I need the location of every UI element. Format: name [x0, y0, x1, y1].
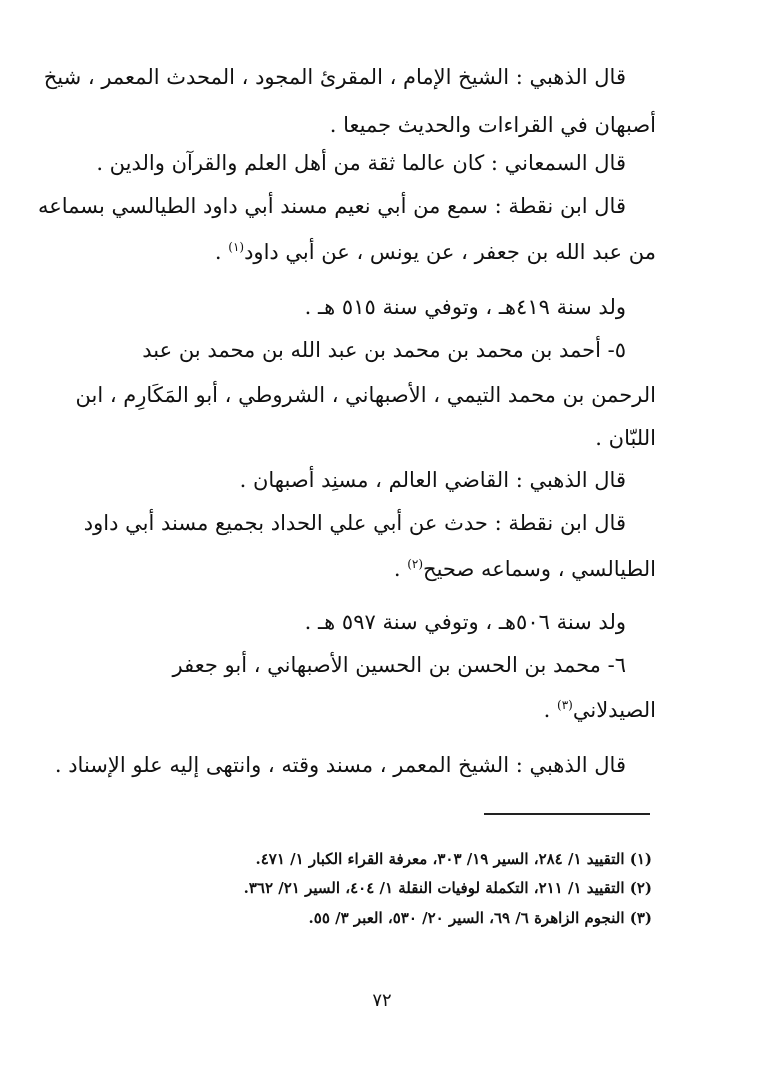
footnote-ref-1: (١) [228, 240, 245, 254]
text-line-3-content: قال السمعاني : كان عالما ثقة من أهل العلم والقرآن والدين . [96, 151, 626, 175]
text-line-9 [104, 423, 656, 453]
text-line-4 [37, 191, 626, 221]
text-line-5 [104, 237, 656, 267]
text-line-3 [96, 148, 626, 178]
text-line-11-content: قال ابن نقطة : حدث عن أبي علي الحداد بجميع مسند أبي داود [83, 511, 626, 535]
text-line-1 [43, 62, 626, 92]
footnote-ref-3: (٣) [557, 698, 573, 712]
text-line-16 [54, 750, 626, 780]
footnote-1: (١) التقييد ١/ ٢٨٤، السير ١٩/ ٣٠٣، معرفة القراء الكبار ١/ ٤٧١. [255, 850, 652, 868]
text-line-14-content: ٦- محمد بن الحسن بن الحسين الأصبهاني ، أبو جعفر [172, 653, 626, 677]
text-line-2-content: أصبهان في القراءات والحديث جميعا . [329, 113, 656, 137]
text-line-12-content: الطيالسي ، وسماعه صحيح [423, 557, 656, 581]
footnote-ref-2: (٢) [407, 557, 424, 571]
footnote-separator [484, 813, 650, 815]
text-line-15 [104, 695, 656, 725]
text-line-2 [104, 110, 656, 140]
text-line-1-content: قال الذهبي : الشيخ الإمام ، المقرئ المجود ، المحدث المعمر ، شيخ [43, 65, 626, 89]
text-line-5-content: من عبد الله بن جعفر ، عن يونس ، عن أبي داود [244, 240, 656, 264]
page-number: ٧٢ [372, 990, 392, 1011]
text-line-16-content: قال الذهبي : الشيخ المعمر ، مسند وقته ، وانتهى إليه علو الإسناد . [54, 753, 626, 777]
text-line-10-content: قال الذهبي : القاضي العالم ، مسنِد أصبهان . [239, 468, 626, 492]
text-line-6-content: ولد سنة ٤١٩هـ ، وتوفي سنة ٥١٥ هـ . [304, 295, 626, 319]
text-line-7 [104, 335, 626, 365]
text-line-13-content: ولد سنة ٥٠٦هـ ، وتوفي سنة ٥٩٧ هـ . [304, 610, 626, 634]
line-12-period: . [393, 557, 401, 581]
text-line-13 [104, 607, 626, 637]
text-line-10 [104, 465, 626, 495]
footnote-2: (٢) التقييد ١/ ٢١١، التكملة لوفيات النقلة ١/ ٤٠٤، السير ٢١/ ٣٦٢. [243, 879, 652, 897]
text-line-6 [104, 292, 626, 322]
text-line-11 [83, 508, 626, 538]
text-line-12 [104, 554, 656, 584]
text-line-8 [75, 380, 656, 410]
text-line-15-content: الصيدلاني [572, 698, 656, 722]
line-5-period: . [214, 240, 222, 264]
text-line-14 [104, 650, 626, 680]
text-line-7-content: ٥- أحمد بن محمد بن محمد بن عبد الله بن محمد بن عبد [142, 338, 626, 362]
line-15-period: . [543, 698, 551, 722]
text-line-4-content: قال ابن نقطة : سمع من أبي نعيم مسند أبي داود الطيالسي بسماعه [37, 194, 626, 218]
text-line-9-content: اللبّان . [595, 426, 656, 450]
footnote-3: (٣) النجوم الزاهرة ٦/ ٦٩، السير ٢٠/ ٥٣٠، العبر ٣/ ٥٥. [308, 909, 652, 927]
text-line-8-content: الرحمن بن محمد التيمي ، الأصبهاني ، الشروطي ، أبو المَكَارِم ، ابن [75, 383, 656, 407]
